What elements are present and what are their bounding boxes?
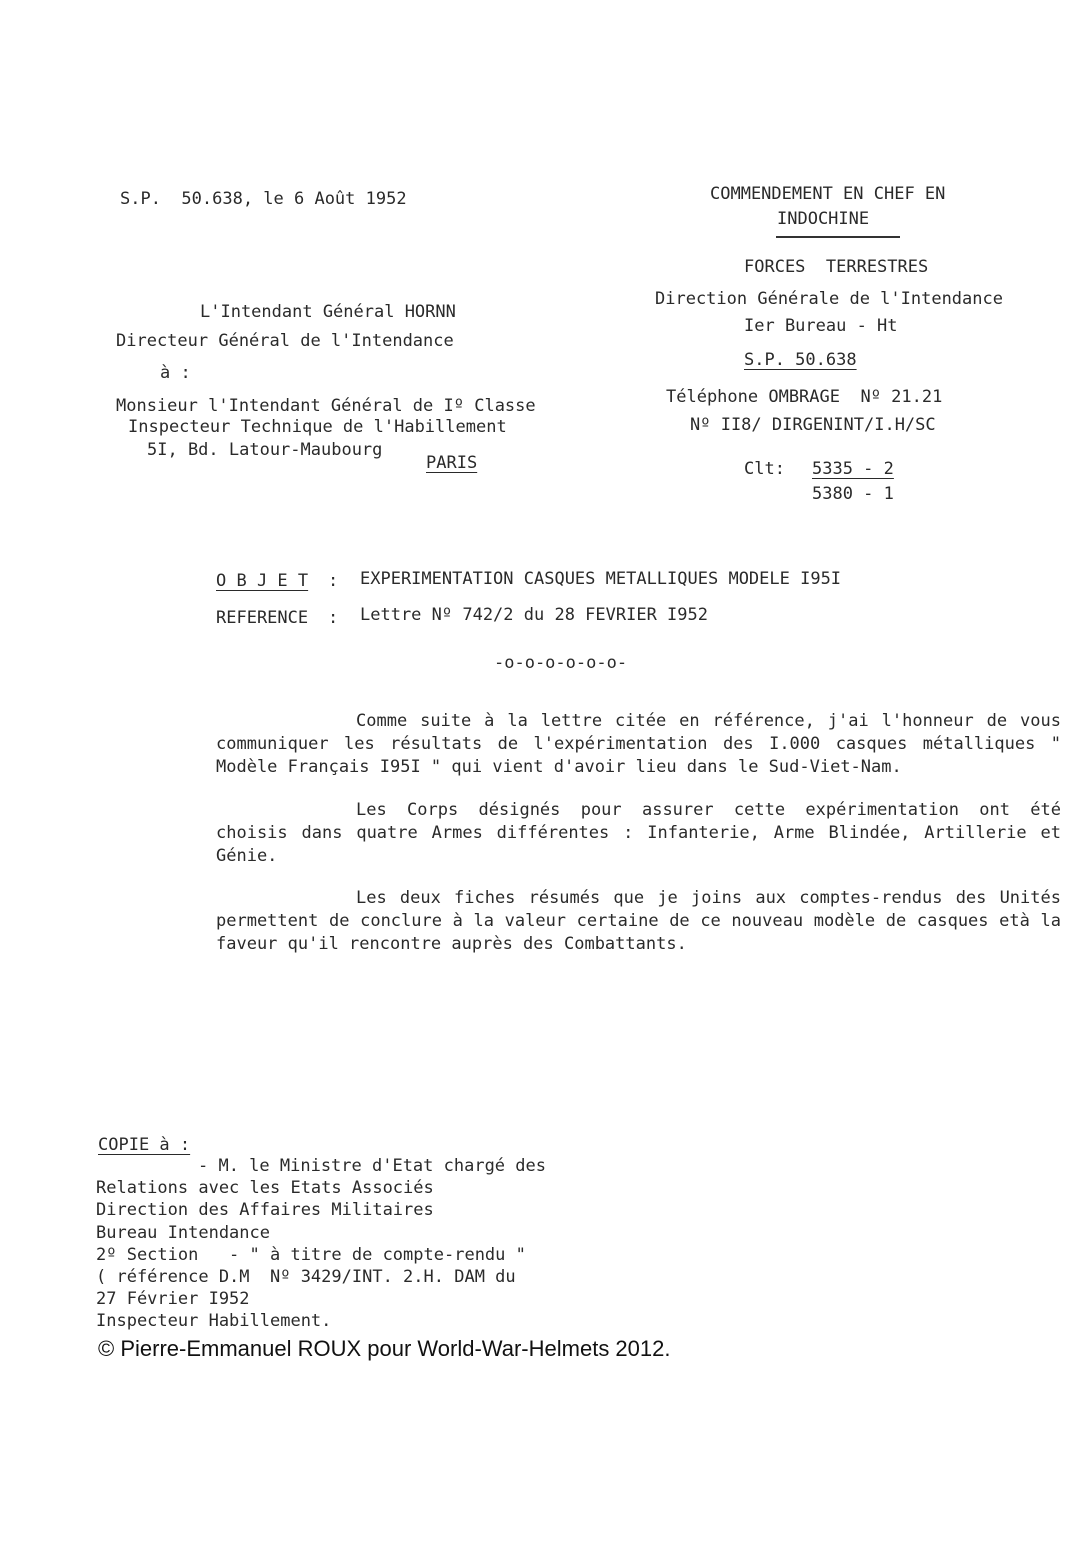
copyright-notice: © Pierre-Emmanuel ROUX pour World-War-Helmets 2012. bbox=[98, 1336, 671, 1361]
objet-text: EXPERIMENTATION CASQUES METALLIQUES MODELE I95I bbox=[360, 569, 842, 589]
body-paragraph-1-text: Comme suite à la lettre citée en référence, j'ai l'honneur de vous communiquer les résultats de l'expérimentation des I.000 casques métalliques " Modèle Français I95I " qui vient d'avoir lieu dans le Sud-Viet-Nam. bbox=[216, 711, 1061, 777]
to-label: à : bbox=[160, 363, 191, 383]
copie-line: 27 Février I952 bbox=[96, 1289, 250, 1309]
command-title-line2: INDOCHINE bbox=[777, 209, 870, 229]
reference-number: Nº II8/ DIRGENINT/I.H/SC bbox=[690, 415, 936, 435]
recipient-line1: Monsieur l'Intendant Général de Iº Classe bbox=[116, 396, 536, 416]
direction-generale: Direction Générale de l'Intendance bbox=[655, 289, 1003, 309]
body-paragraph-3 bbox=[216, 887, 1061, 956]
sender-title: Directeur Général de l'Intendance bbox=[116, 331, 454, 351]
secteur-postal: S.P. 50.638 bbox=[744, 350, 857, 370]
copie-line: Direction des Affaires Militaires bbox=[96, 1200, 434, 1220]
sender-name: L'Intendant Général HORNN bbox=[200, 302, 456, 322]
copie-line: Bureau Intendance bbox=[96, 1223, 270, 1243]
copie-line: Relations avec les Etats Associés bbox=[96, 1178, 434, 1198]
forces-terrestres: FORCES TERRESTRES bbox=[744, 257, 929, 277]
body-paragraph-2 bbox=[216, 799, 1061, 868]
reference-text: Lettre Nº 742/2 du 28 FEVRIER I952 bbox=[360, 605, 708, 625]
reference-label: REFERENCE bbox=[216, 608, 309, 628]
place-date: S.P. 50.638, le 6 Août 1952 bbox=[120, 189, 407, 209]
copie-line: Inspecteur Habillement. bbox=[96, 1311, 332, 1331]
header-rule bbox=[776, 236, 900, 238]
recipient-line2: Inspecteur Technique de l'Habillement bbox=[128, 417, 507, 437]
objet-sep: : bbox=[328, 571, 339, 591]
body-paragraph-3-text: Les deux fiches résumés que je joins aux comptes-rendus des Unités permettent de conclure à la valeur certaine de ce nouveau modèle de casques età la faveur qu'il rencontre auprès des Combattants. bbox=[216, 888, 1061, 954]
recipient-city: PARIS bbox=[426, 453, 478, 473]
clt-value-2: 5380 - 1 bbox=[812, 484, 894, 504]
copie-line: - M. le Ministre d'Etat chargé des bbox=[198, 1156, 546, 1176]
body-paragraph-2-text: Les Corps désignés pour assurer cette expérimentation ont été choisis dans quatre Armes différentes : Infanterie, Arme Blindée, Artillerie et Génie. bbox=[216, 800, 1061, 866]
command-title-line1: COMMENDEMENT EN CHEF EN bbox=[710, 184, 946, 204]
copie-label: COPIE à : bbox=[98, 1135, 191, 1155]
copie-line: 2º Section - " à titre de compte-rendu " bbox=[96, 1245, 526, 1265]
objet-label: O B J E T bbox=[216, 571, 309, 591]
recipient-address: 5I, Bd. Latour-Maubourg bbox=[147, 440, 383, 460]
bureau: Ier Bureau - Ht bbox=[744, 316, 898, 336]
clt-label: Clt: bbox=[744, 459, 785, 479]
clt-value-1: 5335 - 2 bbox=[812, 459, 894, 479]
reference-sep: : bbox=[328, 608, 339, 628]
copie-line: ( référence D.M Nº 3429/INT. 2.H. DAM du bbox=[96, 1267, 516, 1287]
separator-line: -o-o-o-o-o-o- bbox=[494, 653, 628, 673]
body-paragraph-1 bbox=[216, 710, 1061, 779]
telephone: Téléphone OMBRAGE Nº 21.21 bbox=[666, 387, 943, 407]
